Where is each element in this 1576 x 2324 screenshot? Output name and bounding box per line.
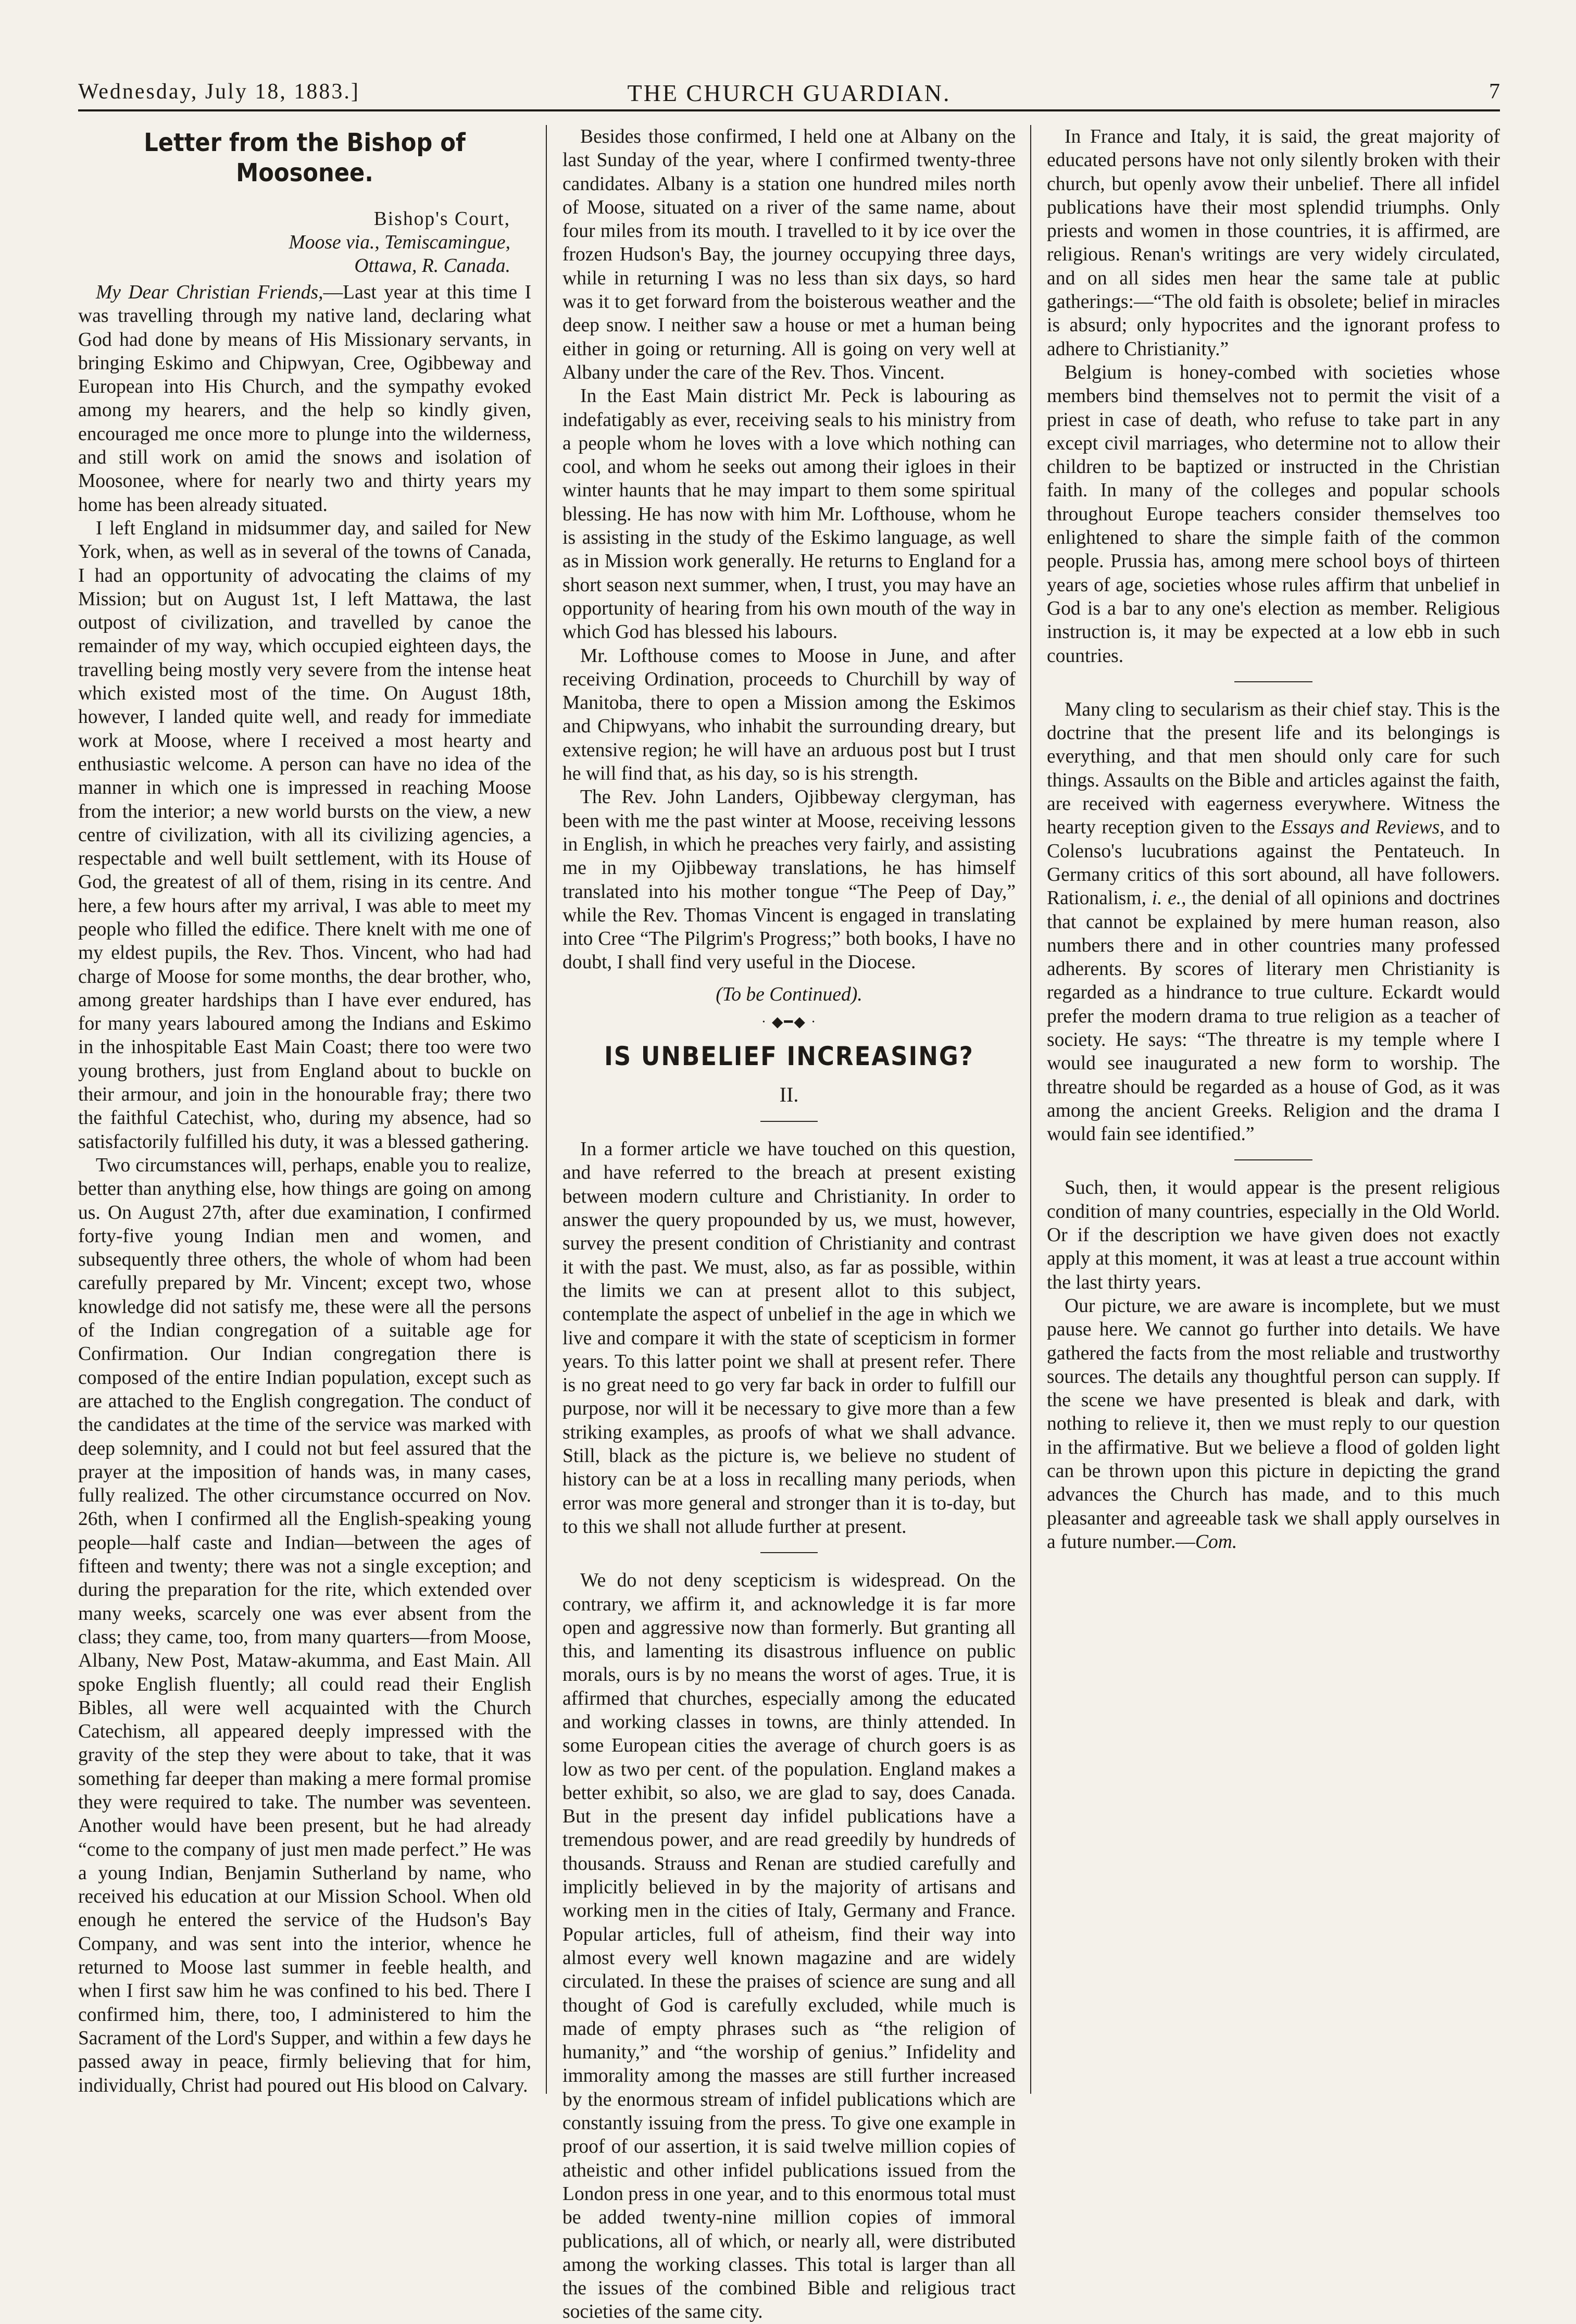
letter-paragraph: Two circumstances will, perhaps, enable you to realize, better than anything else, how things are going on among us. On August 27th, after due examination, I confirmed forty-five young Indian men and women, and subsequently three others, the whole of whom had been carefully prepared by Mr. Vincent; except two, whose knowledge did not satisfy me, these were all the persons of the Indian congregation of a suitable age for Confirmation. Our Indian congregation there is composed of the entire Indian population, except such as are attached to the English congregation. The conduct of the candidates at the time of the service was marked with deep solemnity, and I could not but feel assured that the prayer at the imposition of hands was, in many cases, fully realized. The other circumstance occurred on Nov. 26th, when I confirmed all the English-speaking young people—half caste and Indian—between the ages of fifteen and twenty; there was not a single exception; and during the preparation for the rite, which extended over many weeks, scarcely one was ever absent from the class; they came, too, from many quarters—from Moose, Albany, New Post, Mataw-akumma, and East Main. All spoke English fluently; all could read their English Bibles, all were well acquainted with the Church Catechism, all appeared deeply impressed with the gravity of the step they were about to take, that it was something far deeper than making a mere formal promise they were required to take. The number was seventeen. Another would have been present, but he had already “come to the company of just men made perfect.” He was a young Indian, Benjamin Sutherland by name, who received his education at our Mission School. When old enough he entered the service of the Hudson's Bay Company, and was sent into the interior, whence he returned to Moose last summer in feeble health, and when I first saw him he was confined to his bed. There I confirmed him, there, too, I administered to him the Sacrament of the Lord's Supper, and within a few days he passed away in peace, firmly believing that for him, individually, Christ had poured out His blood on Calvary. xyxy=(78,1154,531,2096)
letter-salutation: My Dear Christian Friends, xyxy=(96,281,323,303)
article-title: IS UNBELIEF INCREASING? xyxy=(604,1041,974,1071)
column-2 xyxy=(562,125,1016,2323)
address-line: Bishop's Court, xyxy=(373,208,510,230)
letter-paragraph: In the East Main district Mr. Peck is labouring as indefatigably as ever, receiving seals to his ministry from a people whom he loves with a love which nothing can cool, and whom he seeks out among their igloes in their winter haunts that he may impart to them some spiritual blessing. He has now with him Mr. Lofthouse, whom he is assisting in the study of the Eskimo language, as well as in Mission work generally. He returns to England for a short season next summer, when, I trust, you may have an opportunity of hearing from his own mouth of the way in which God has blessed his labours. xyxy=(562,385,1016,643)
issue-date: Wednesday, July 18, 1883.] xyxy=(78,80,360,104)
paragraph-text: —Last year at this time I was travelling through my native land, declaring what God had done by means of His Missionary servants, in bringing Eskimo and Chipwyan, Cree, Ogibbeway and European into His Church, and the sympathy evoked among my hearers, and the help so kindly given, encouraged me once more to plunge into the wilderness, and still work on amid the snows and isolation of Moosonee, where for nearly two and thirty years my home has been already situated. xyxy=(78,281,531,516)
column-1 xyxy=(78,125,531,2094)
italic-title: Essays and Reviews xyxy=(1281,817,1440,839)
article-number: II. xyxy=(779,1082,799,1106)
letter-paragraph xyxy=(78,281,531,517)
address-line: Moose via., Temiscamingue, xyxy=(289,231,510,253)
letter-title: Letter from the Bishop of Moosonee. xyxy=(144,128,466,188)
article-paragraph xyxy=(1047,1294,1500,1554)
continued-note: (To be Continued). xyxy=(716,983,862,1005)
letter-paragraph: I left England in midsummer day, and sailed for New York, when, as well as in several of the towns of Canada, I had an opportunity of advocating the claims of my Mission; but on August 1st, I left Mattawa, the last outpost of civilization, and travelled by canoe the remainder of my way, which occupied eighteen days, the travelling being mostly very severe from the intense heat which existed most of the time. On August 18th, however, I landed quite well, and ready for immediate work at Moose, where I received a most hearty and enthusiastic welcome. A person can have no idea of the manner in which one is impressed in reaching Moose from the interior; a new world bursts on the view, a new centre of civilization, with all its civilizing agencies, a respectable and well built settlement, with its House of God, the greatest of all of them, rising in its centre. And here, a few hours after my arrival, I was able to meet my people who filled the edifice. There knelt with me one of my eldest pupils, the Rev. Thos. Vincent, who had had charge of Moose for some months, the dear brother, who, among greater hardships than I have ever endured, has for many years laboured among the Indians and Eskimo in the inhospitable East Main Coast; there too were two young brothers, just from England about to buckle on their armour, and join in the honourable fray; there two the faithful Catechist, who, during my absence, had so satisfactorily fulfilled his duty, it was a blessed gathering. xyxy=(78,517,531,1153)
article-paragraph: In France and Italy, it is said, the great majority of educated persons have not only silently broken with their church, but openly avow their unbelief. There all infidel publications have their most splendid triumphs. Only priests and women in those countries, it is affirmed, are religious. Renan's writings are very widely circulated, and on all sides men hear the same tale at public gatherings:—“The old faith is obsolete; belief in miracles is absurd; only hypocrites and the ignorant profess to adhere to Christianity.” xyxy=(1047,126,1500,360)
article-paragraph: Belgium is honey-combed with societies whose members bind themselves not to permit the visit of a priest in case of death, who refuse to take part in any except civil marriages, who determine not to allow their children to be baptized or instructed in the Christian faith. In many of the colleges and popular schools throughout Europe teachers consider themselves too enlightened to share the simple faith of the common people. Prussia has, among mere school boys of thirteen years of age, societies whose rules affirm that unbelief in God is a bar to any one's election as member. Religious instruction is, it may be expected at a low ebb in such countries. xyxy=(1047,361,1500,667)
article-signoff: Com. xyxy=(1195,1531,1237,1553)
address-line: Ottawa, R. Canada. xyxy=(354,255,510,277)
italic-abbrev: i. e. xyxy=(1152,888,1182,909)
article-paragraph xyxy=(1047,698,1500,1146)
paragraph-text: Our picture, we are aware is incomplete, but we must pause here. We cannot go further into details. We have gathered the facts from the most reliable and trustworthy sources. The details any thoughtful person can supply. If the scene we have presented is bleak and dark, with nothing to relieve it, then we must reply to our question in the affirmative. But we believe a flood of golden light can be thrown upon this picture in depicting the grand advances the Church has made, and to this much pleasanter and agreeable task we shall apply ourselves in a future number.— xyxy=(1047,1295,1500,1553)
paragraph-text: Many cling to secularism as their chief stay. This is the doctrine that the present life and its belongings is everything, and that men should only care for such things. Assaults on the Bible and articles against the faith, are received with eagerness everywhere. Witness the hearty reception given to the xyxy=(1047,698,1500,839)
paragraph-text: , the denial of all opinions and doctrines that cannot be explained by mere human reason, also numbers there and in other countries many professed adherents. By scores of literary men Christianity is regarded as a hindrance to true culture. Eckardt would prefer the modern drama to true religion as a teacher of society. He says: “The threatre is my temple where I would see inaugurated a new form to worship. The threatre should be regarded as a house of God, as it was among the ancient Greeks. Religion and the drama I would fain see identified.” xyxy=(1047,888,1500,1145)
article-paragraph: Such, then, it would appear is the present religious condition of many countries, especially in the Old World. Or if the description we have given does not exactly apply at this moment, it was at least a true account within the last thirty years. xyxy=(1047,1177,1500,1293)
masthead-title: THE CHURCH GUARDIAN. xyxy=(627,80,951,106)
separator-rule xyxy=(760,1552,818,1553)
column-divider xyxy=(1030,125,1031,2094)
page-number: 7 xyxy=(1489,80,1500,104)
section-ornament: · ◆━◆ · xyxy=(761,1014,817,1030)
letter-address xyxy=(78,207,531,278)
letter-paragraph: Besides those confirmed, I held one at Albany on the last Sunday of the year, where I confirmed twenty-three candidates. Albany is a station one hundred miles north of Moose, situated on a river of the same name, about four miles from its mouth. I travelled to it by ice over the frozen Hudson's Bay, the journey occupying three days, while in returning I was no less than six days, so hard was it to get forward from the boisterous weather and the deep snow. I neither saw a house or met a human being either in going or returning. All is going on very well at Albany under the care of the Rev. Thos. Vincent. xyxy=(562,126,1016,383)
column-3 xyxy=(1047,125,1500,2094)
page-header xyxy=(78,78,1500,111)
article-paragraph: We do not deny scepticism is widespread. On the contrary, we affirm it, and acknowledge it is far more open and aggressive now than formerly. But granting all this, and lamenting its disastrous influence on public morals, ours is by no means the worst of ages. True, it is affirmed that churches, especially among the educated and working classes in towns, are thinly attended. In some European cities the average of church goers is as low as two per cent. of the population. England makes a better exhibit, so also, we are glad to say, does Canada. But in the present day infidel publications have a tremendous power, and are read greedily by hundreds of thousands. Strauss and Renan are studied carefully and implicitly believed in by the majority of artisans and working men in the cities of Italy, Germany and France. Popular articles, full of atheism, find their way into almost every well known magazine and are widely circulated. In these the praises of science are sung and all thought of God is carefully excluded, while much is made of empty phrases such as “the religion of humanity,” and “the worship of genius.” Infidelity and immorality among the masses are still further increased by the enormous stream of infidel publications which are constantly issuing from the press. To give one example in proof of our assertion, it is said twelve million copies of atheistic and other infidel publications issued from the London press in one year, and to this enormous total must be added twenty-nine million copies of immoral publications, all of which, or nearly all, were distributed among the working classes. This total is larger than all the issues of the combined Bible and religious tract societies of the same city. xyxy=(562,1570,1016,2323)
article-paragraph: In a former article we have touched on this question, and have referred to the breach at present existing between modern culture and Christianity. In order to answer the query propounded by us, we must, however, survey the present condition of Christianity and contrast it with the past. We must, also, as far as possible, within the limits we can at present allot to this subject, contemplate the aspect of unbelief in the age in which we live and compare it with the state of scepticism in former years. To this latter point we shall at present refer. There is no great need to go very far back in order to fulfill our purpose, nor will it be necessary to give more than a few striking examples, as proofs of what we shall advance. Still, black as the picture is, we believe no student of history can be at a loss in recalling many periods, when error was more general and stronger than it is to-day, but to this we shall not allude further at present. xyxy=(562,1139,1016,1538)
separator-rule xyxy=(760,1121,818,1122)
paragraph-text: , and to Colenso's lucubrations against the Pentateuch. In Germany critics of this sort abound, all have followers. Rationalism, xyxy=(1047,817,1500,909)
letter-paragraph: Mr. Lofthouse comes to Moose in June, and after receiving Ordination, proceeds to Churchill by way of Manitoba, there to open a Mission among the Eskimos and Chipwyans, who inhabit the surrounding dreary, but extensive region; he will have an arduous post but I trust he will find that, as his day, so is his strength. xyxy=(562,645,1016,785)
separator-rule xyxy=(1234,1159,1312,1160)
separator-rule xyxy=(1234,681,1312,682)
column-divider xyxy=(546,125,547,2094)
letter-paragraph: The Rev. John Landers, Ojibbeway clergyman, has been with me the past winter at Moose, receiving lessons in English, in which he preaches very fairly, and assisting me in my Ojibbeway translations, he has himself translated into his mother tongue “The Peep of Day,” while the Rev. Thomas Vincent is engaged in translating into Cree “The Pilgrim's Progress;” both books, I have no doubt, I shall find very useful in the Diocese. xyxy=(562,786,1016,973)
